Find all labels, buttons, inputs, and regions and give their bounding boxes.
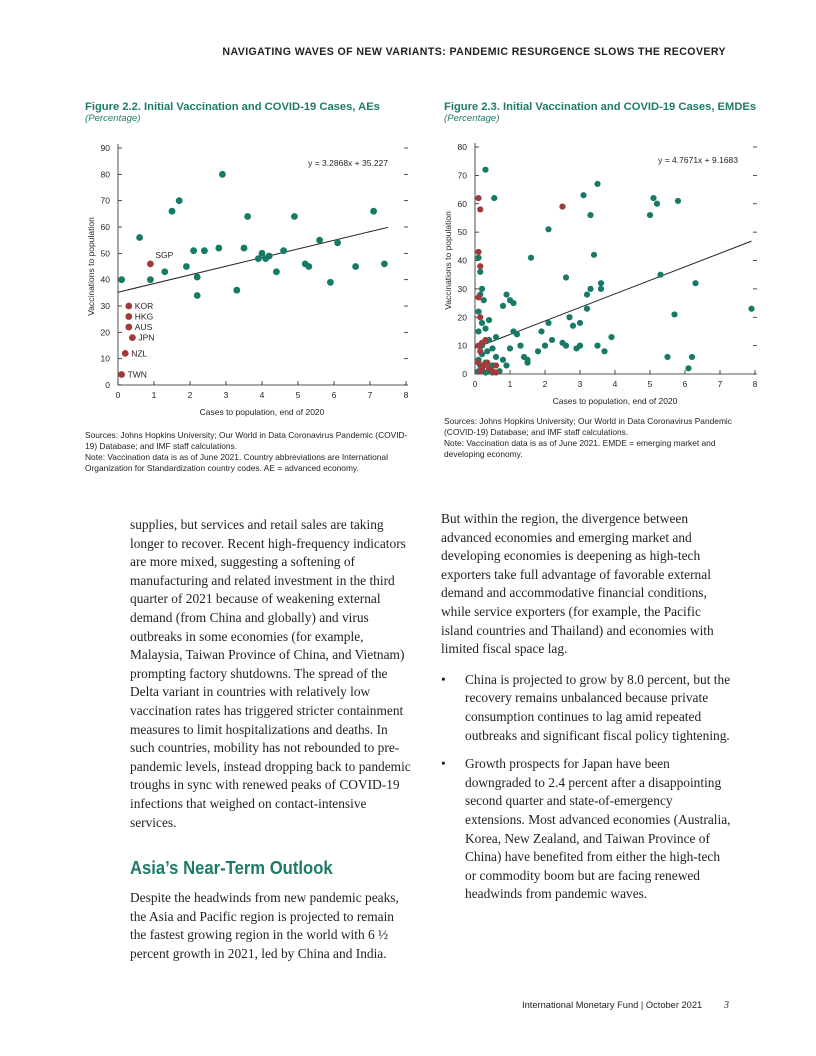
left-column-lower bbox=[130, 889, 412, 963]
data-point bbox=[219, 171, 226, 178]
data-point bbox=[598, 286, 604, 292]
figure-subtitle: (Percentage) bbox=[444, 113, 500, 124]
x-tick-label: 6 bbox=[682, 379, 688, 389]
x-tick-label: 7 bbox=[717, 379, 723, 389]
data-point bbox=[692, 280, 698, 286]
data-point bbox=[545, 320, 551, 326]
data-point-highlight bbox=[477, 263, 483, 269]
data-point bbox=[538, 328, 544, 334]
data-point bbox=[598, 280, 604, 286]
data-point bbox=[118, 276, 125, 283]
data-point bbox=[545, 226, 551, 232]
section-heading: Asia’s Near-Term Outlook bbox=[130, 857, 333, 878]
data-point bbox=[563, 274, 569, 280]
data-point bbox=[477, 269, 483, 275]
data-point bbox=[316, 237, 323, 244]
data-point-highlight bbox=[482, 337, 488, 343]
data-point bbox=[215, 245, 222, 252]
bullet-text: China is projected to grow by 8.0 percent, but the recovery remains unbalanced because private consumption continues to lag amid repeated outbreaks and significant fiscal policy tightening. bbox=[465, 671, 731, 743]
right-column bbox=[441, 510, 731, 914]
bullet-icon: • bbox=[441, 671, 446, 687]
data-point bbox=[584, 291, 590, 297]
data-point bbox=[587, 212, 593, 218]
data-point bbox=[291, 213, 298, 220]
data-point bbox=[650, 195, 656, 201]
bullet-icon: • bbox=[441, 756, 446, 772]
data-point bbox=[280, 247, 287, 254]
x-tick-label: 0 bbox=[472, 379, 478, 389]
bullet-list bbox=[441, 671, 731, 904]
data-point-highlight bbox=[559, 203, 565, 209]
data-point bbox=[327, 279, 334, 286]
y-tick-label: 90 bbox=[100, 143, 110, 153]
data-point bbox=[201, 247, 208, 254]
x-tick-label: 8 bbox=[403, 390, 409, 400]
x-tick-label: 4 bbox=[259, 390, 265, 400]
point-label: HKG bbox=[134, 311, 154, 322]
data-point bbox=[475, 255, 481, 261]
figure-note: Note: Vaccination data is as of June 2021. Country abbreviations are International Organization for Standardization country codes. AE = advanced economy. bbox=[85, 452, 388, 473]
y-tick-label: 60 bbox=[457, 198, 467, 209]
data-point-highlight bbox=[475, 360, 481, 366]
point-label: NZL bbox=[131, 348, 148, 359]
x-tick-label: 0 bbox=[115, 390, 121, 400]
y-tick-label: 20 bbox=[100, 327, 110, 338]
data-point bbox=[685, 365, 691, 371]
data-point bbox=[689, 354, 695, 360]
data-point bbox=[524, 360, 530, 366]
data-point bbox=[484, 348, 490, 354]
x-tick-label: 2 bbox=[542, 379, 548, 389]
data-point bbox=[190, 247, 197, 254]
data-point-highlight bbox=[477, 314, 483, 320]
y-tick-label: 60 bbox=[100, 222, 110, 232]
y-tick-label: 50 bbox=[457, 227, 467, 238]
data-point bbox=[147, 276, 154, 283]
data-point-highlight bbox=[118, 371, 125, 378]
data-point bbox=[370, 208, 377, 215]
trendline-equation: y = 3.2868x + 35.227 bbox=[308, 158, 388, 168]
y-tick-label: 80 bbox=[100, 169, 110, 180]
x-tick-label: 1 bbox=[151, 390, 157, 400]
bullet-item bbox=[441, 671, 731, 745]
left-column bbox=[130, 516, 412, 832]
bullet-text: Growth prospects for Japan have been downgraded to 2.4 percent after a disappointing second quarter and state-of-emergency extensions. Most advanced economies (Australia, Korea, New Zealand, and Taiwan Province of China) have benefited from either the high-tech or commodity boom but are facing renewed headwinds from pandemic waves. bbox=[465, 756, 731, 902]
data-point bbox=[500, 357, 506, 363]
x-tick-label: 3 bbox=[223, 390, 229, 400]
data-point-highlight bbox=[477, 348, 483, 354]
y-tick-label: 10 bbox=[457, 340, 467, 351]
data-point bbox=[517, 343, 523, 349]
y-tick-label: 30 bbox=[100, 301, 110, 311]
y-tick-label: 40 bbox=[457, 255, 467, 266]
y-tick-label: 0 bbox=[462, 369, 467, 379]
body-paragraph: supplies, but services and retail sales are taking longer to recover. Recent high-frequency indicators are more mixed, suggesting a softening of manufacturing and related investment in the third quarter of 2021 because of weakening external demand (from China and globally) and virus outbreaks in some economies (for example, Malaysia, Taiwan Province of China, and Vietnam) prompting factory shutdowns. The spread of the Delta variant in countries with relatively low vaccination rates has triggered stricter containment measures to limit hospitalizations and deaths. In such countries, mobility has not rebounded to pre-pandemic levels, instead dropping back to pandemic troughs in sync with renewed peaks of COVID-19 infections that weighed on contact-intensive services. bbox=[130, 517, 411, 830]
data-point bbox=[479, 286, 485, 292]
figure-notes bbox=[444, 416, 744, 460]
data-point bbox=[591, 252, 597, 258]
data-point bbox=[244, 213, 251, 220]
x-axis-label: Cases to population, end of 2020 bbox=[552, 396, 678, 406]
data-point bbox=[491, 195, 497, 201]
data-point bbox=[542, 343, 548, 349]
data-point bbox=[594, 181, 600, 187]
y-tick-label: 70 bbox=[457, 170, 467, 181]
data-point-highlight bbox=[125, 303, 132, 310]
data-point-highlight bbox=[484, 360, 490, 366]
x-tick-label: 8 bbox=[752, 379, 758, 389]
data-point bbox=[584, 306, 590, 312]
point-label: TWN bbox=[127, 369, 147, 380]
point-label: JPN bbox=[138, 332, 155, 343]
point-label: AUS bbox=[134, 322, 153, 333]
trendline-equation: y = 4.7671x + 9.1683 bbox=[658, 155, 738, 165]
x-axis-label: Cases to population, end of 2020 bbox=[199, 407, 325, 417]
x-tick-label: 2 bbox=[187, 390, 193, 400]
data-point bbox=[475, 308, 481, 314]
data-point bbox=[528, 255, 534, 261]
data-point bbox=[675, 198, 681, 204]
page-number: 3 bbox=[724, 1000, 729, 1011]
data-point bbox=[535, 348, 541, 354]
data-point bbox=[493, 354, 499, 360]
figure-title: Figure 2.2. Initial Vaccination and COVID-19 Cases, AEs bbox=[85, 101, 380, 113]
data-point bbox=[183, 263, 190, 270]
data-point bbox=[587, 286, 593, 292]
data-point-highlight bbox=[147, 260, 154, 267]
data-point-highlight bbox=[125, 313, 132, 320]
figure-notes bbox=[85, 430, 410, 474]
data-point bbox=[194, 292, 201, 299]
figure-title: Figure 2.3. Initial Vaccination and COVID-19 Cases, EMDEs bbox=[444, 101, 757, 113]
data-point bbox=[608, 334, 614, 340]
data-point bbox=[194, 274, 201, 281]
figure-sources: Sources: Johns Hopkins University; Our World in Data Coronavirus Pandemic (COVID-19) Database; and IMF staff calculations. bbox=[85, 430, 408, 451]
data-point bbox=[233, 287, 240, 294]
data-point bbox=[241, 245, 248, 252]
running-header: NAVIGATING WAVES OF NEW VARIANTS: PANDEMIC RESURGENCE SLOWS THE RECOVERY bbox=[222, 46, 726, 58]
data-point bbox=[493, 334, 499, 340]
body-paragraph: Despite the headwinds from new pandemic peaks, the Asia and Pacific region is projected to remain the fastest growing region in the world with 6 ½ percent growth in 2021, led by China and India. bbox=[130, 890, 399, 961]
data-point bbox=[577, 320, 583, 326]
data-point bbox=[176, 197, 183, 204]
y-tick-label: 80 bbox=[457, 142, 467, 152]
data-point bbox=[647, 212, 653, 218]
data-point bbox=[594, 343, 600, 349]
data-point bbox=[748, 306, 754, 312]
y-axis-label: Vaccinations to population bbox=[86, 217, 96, 316]
data-point bbox=[580, 192, 586, 198]
data-point-highlight bbox=[475, 343, 481, 349]
data-point bbox=[482, 326, 488, 332]
data-point bbox=[161, 268, 168, 275]
y-tick-label: 20 bbox=[457, 312, 467, 323]
y-tick-label: 70 bbox=[100, 195, 110, 206]
x-tick-label: 3 bbox=[577, 379, 583, 389]
scatter-chart-aes bbox=[80, 138, 420, 422]
data-point bbox=[507, 345, 513, 351]
data-point bbox=[549, 337, 555, 343]
data-point bbox=[482, 167, 488, 173]
y-tick-label: 30 bbox=[457, 283, 467, 294]
figure-2-3 bbox=[444, 101, 756, 124]
figure-subtitle: (Percentage) bbox=[85, 113, 141, 124]
data-point-highlight bbox=[129, 334, 136, 341]
y-tick-label: 10 bbox=[100, 353, 110, 364]
x-tick-label: 1 bbox=[507, 379, 513, 389]
figure-2-2 bbox=[85, 101, 380, 124]
data-point bbox=[475, 328, 481, 334]
data-point bbox=[273, 268, 280, 275]
data-point bbox=[266, 253, 273, 260]
data-point bbox=[566, 314, 572, 320]
data-point bbox=[563, 343, 569, 349]
y-tick-label: 50 bbox=[100, 248, 110, 259]
body-paragraph: But within the region, the divergence between advanced economies and emerging market and developing economies is deepening as high-tech exporters take full advantage of favorable external demand and accommodative financial conditions, while service exporters (for example, the Pacific island countries and Thailand) and economies with limited fiscal space lag. bbox=[441, 511, 714, 657]
data-point bbox=[657, 272, 663, 278]
y-axis-label: Vaccinations to population bbox=[443, 211, 453, 310]
figure-sources: Sources: Johns Hopkins University; Our World in Data Coronavirus Pandemic (COVID-19) Database; and IMF staff calculations. bbox=[444, 416, 732, 437]
data-point bbox=[479, 320, 485, 326]
data-point-highlight bbox=[125, 324, 132, 331]
data-point bbox=[654, 201, 660, 207]
point-label: SGP bbox=[155, 249, 174, 260]
data-point bbox=[503, 291, 509, 297]
data-point bbox=[169, 208, 176, 215]
data-point bbox=[305, 263, 312, 270]
y-tick-label: 40 bbox=[100, 274, 110, 285]
data-point bbox=[577, 343, 583, 349]
data-point bbox=[334, 239, 341, 246]
data-point bbox=[500, 303, 506, 309]
data-point-highlight bbox=[475, 195, 481, 201]
data-point bbox=[514, 331, 520, 337]
x-tick-label: 4 bbox=[612, 379, 618, 389]
data-point bbox=[664, 354, 670, 360]
data-point bbox=[136, 234, 143, 241]
data-point bbox=[671, 311, 677, 317]
data-point-highlight bbox=[493, 369, 499, 375]
figure-note: Note: Vaccination data is as of June 2021. EMDE = emerging market and developing economy. bbox=[444, 438, 716, 459]
data-point bbox=[570, 323, 576, 329]
data-point bbox=[489, 345, 495, 351]
data-point bbox=[601, 348, 607, 354]
x-tick-label: 5 bbox=[647, 379, 653, 389]
point-label: KOR bbox=[134, 301, 154, 311]
data-point-highlight bbox=[477, 206, 483, 212]
data-point-highlight bbox=[475, 249, 481, 255]
bullet-item bbox=[441, 755, 731, 904]
y-tick-label: 0 bbox=[105, 380, 110, 390]
data-point-highlight bbox=[122, 350, 129, 357]
scatter-chart-emdes bbox=[440, 138, 770, 410]
data-point bbox=[503, 362, 509, 368]
data-point bbox=[352, 263, 359, 270]
x-tick-label: 7 bbox=[367, 390, 373, 400]
x-tick-label: 5 bbox=[295, 390, 301, 400]
footer-text: International Monetary Fund | October 2021 bbox=[522, 1000, 703, 1010]
x-tick-label: 6 bbox=[331, 390, 337, 400]
data-point bbox=[510, 300, 516, 306]
data-point bbox=[481, 297, 487, 303]
data-point-highlight bbox=[493, 362, 499, 368]
data-point bbox=[381, 260, 388, 267]
data-point-highlight bbox=[475, 294, 481, 300]
data-point bbox=[486, 317, 492, 323]
